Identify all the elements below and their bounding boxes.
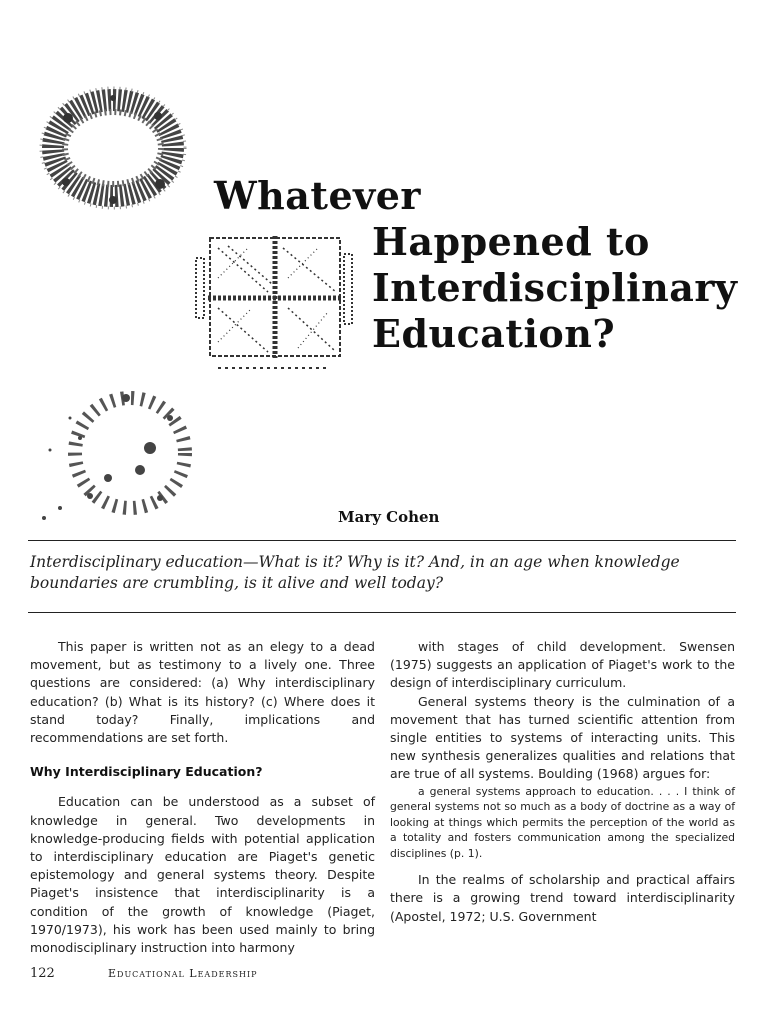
author-name: Mary Cohen bbox=[338, 508, 440, 526]
left-column bbox=[30, 638, 375, 957]
body-paragraph: General systems theory is the culmination of a movement that has turned scientific attention from single entities to systems of interacting units. This new synthesis generalizes qualities and relations that are true of all systems. Boulding (1968) argues for: bbox=[390, 693, 735, 782]
page-number: 122 bbox=[30, 966, 55, 981]
article-title-line-4: Education? bbox=[372, 311, 616, 356]
body-paragraph: Education can be understood as a subset of knowledge in general. Two developments in knowledge-producing fields with potential application to interdisciplinary education are Piaget's genetic epistemology and general systems theory. Despite Piaget's insistence that interdisciplinarity is a condition of the growth of knowledge (Piaget, 1970/1973), his work has been used mainly to bring monodisciplinary instruction into harmony bbox=[30, 794, 375, 956]
decorative-scattered-illustration bbox=[30, 378, 200, 528]
body-paragraph: In the realms of scholarship and practical affairs there is a growing trend toward interdisciplinarity (Apostel, 1972; U.S. Government bbox=[390, 872, 735, 924]
section-heading: Why Interdisciplinary Education? bbox=[30, 764, 263, 780]
intro-paragraph: This paper is written not as an elegy to a dead movement, but as testimony to a lively one. Three questions are considered: (a) Why interdisciplinary education? (b) What is its history? (c) Where does it stand today? Finally, implications and recommendations are set forth. bbox=[30, 639, 375, 746]
article-title-line-1: Whatever bbox=[214, 173, 421, 218]
body-paragraph: with stages of child development. Swensen (1975) suggests an application of Piaget's work to the design of interdisciplinary curriculum. bbox=[390, 639, 735, 691]
divider-top bbox=[28, 540, 736, 541]
abstract: Interdisciplinary education—What is it? Why is it? And, in an age when knowledge boundaries are crumbling, is it alive and well today? bbox=[30, 553, 680, 592]
block-quote: a general systems approach to education. . . . I think of general systems not so much as a body of doctrine as a way of looking at things which permits the perception of the world as a totality and fosters communication among the specialized disciplines (p. 1). bbox=[390, 784, 735, 860]
right-column bbox=[390, 638, 735, 926]
journal-name: Educational Leadership bbox=[108, 967, 258, 980]
divider-bottom bbox=[28, 612, 736, 613]
article-title-line-3: Interdisciplinary bbox=[372, 265, 738, 310]
article-title-line-2: Happened to bbox=[372, 219, 650, 264]
decorative-wreath-illustration bbox=[28, 78, 198, 218]
decorative-window-illustration bbox=[188, 218, 363, 378]
